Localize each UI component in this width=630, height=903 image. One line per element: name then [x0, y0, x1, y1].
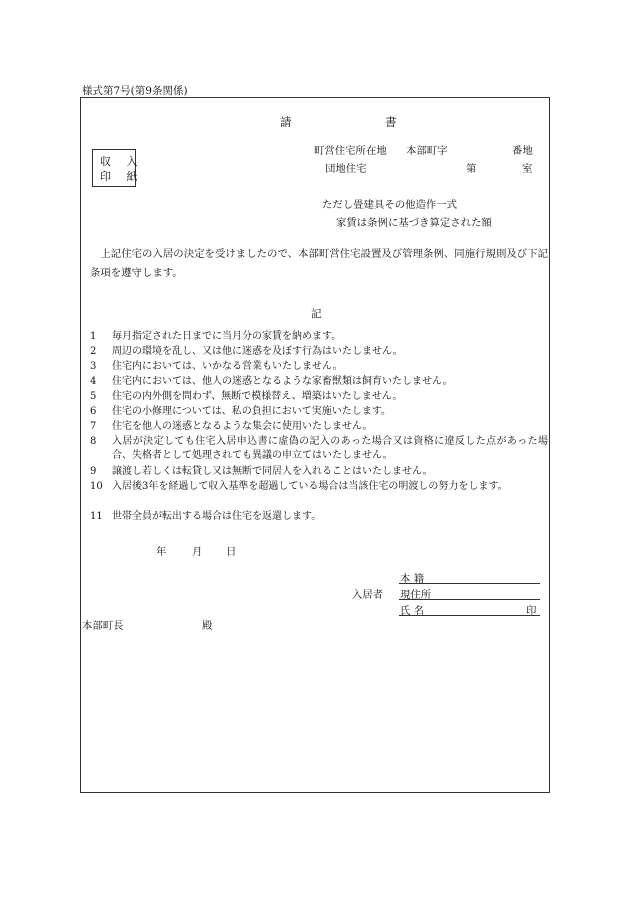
- clause-text: 住宅内においては、他人の迷惑となるような家畜獣類は飼育いたしません。: [112, 376, 453, 387]
- clause-text: 住宅の内外側を問わず、無断で模様替え、増築はいたしません。: [112, 391, 403, 402]
- addressee-honorific: 殿: [202, 620, 213, 632]
- location-label: 町営住宅所在地: [314, 145, 387, 157]
- date-month: 月: [192, 546, 203, 558]
- note-line1: ただし畳建具その他造作一式: [322, 199, 458, 211]
- clause-number: 5: [90, 391, 97, 402]
- banchi-label: 番地: [512, 145, 533, 157]
- clause-text: 住宅内においては、いかなる営業もいたしません。: [112, 361, 343, 372]
- shimei-label: 氏 名: [400, 605, 425, 617]
- seal-mark-label: 印: [526, 605, 537, 617]
- clause-text: 入居後3年を経過して収入基準を超過している場合は当該住宅の明渡しの努力をします。: [112, 481, 508, 492]
- clause-number: 2: [90, 346, 97, 357]
- clause-text: 住宅を他人の迷惑となるような集会に使用いたしません。: [112, 421, 373, 432]
- date-day: 日: [226, 546, 237, 558]
- town-label: 本部町字: [406, 145, 448, 157]
- clause-number: 10: [90, 481, 103, 492]
- clause-number: 1: [90, 331, 97, 342]
- document-title-part2: 書: [385, 115, 397, 129]
- clause-number: 7: [90, 421, 97, 432]
- danchi-label: 団地住宅: [325, 163, 367, 175]
- note-line2: 家賃は条例に基づき算定された額: [336, 217, 492, 229]
- clause-number: 6: [90, 406, 97, 417]
- declaration-paragraph: 上記住宅の入居の決定を受けましたので、本部町営住宅設置及び管理条例、同施行規則及び下記条項を遵守します。: [90, 248, 548, 279]
- clause-number: 9: [90, 466, 97, 477]
- document-title-part1: 請: [280, 115, 292, 129]
- clause-number: 4: [90, 376, 97, 387]
- dai-label: 第: [466, 163, 477, 175]
- ki-heading: 記: [311, 308, 322, 320]
- form-number-label: 様式第7号(第9条関係): [82, 85, 188, 97]
- stamp-label-line1: 収 入: [100, 155, 144, 168]
- clause-number: 11: [90, 511, 103, 522]
- date-year: 年: [156, 546, 167, 558]
- clause-text: 住宅の小修理については、私の負担において実施いたします。: [112, 406, 391, 417]
- addressee-name: 本部町長: [82, 620, 124, 632]
- clause-number: 8: [90, 436, 97, 447]
- clause-text: 周辺の環境を乱し、又は他に迷惑を及ぼす行為はいたしません。: [112, 346, 403, 357]
- honseki-label: 本 籍: [400, 573, 425, 585]
- clause-text: 入居が決定しても住宅入居申込書に虚偽の記入のあった場合又は資格に違反した点があった場合、失格者として処理されても異議の申立てはいたしません。: [112, 436, 548, 461]
- clause-text: 世帯全員が転出する場合は住宅を返還します。: [112, 511, 322, 522]
- stamp-label-line2: 印 紙: [100, 170, 144, 183]
- shitsu-label: 室: [522, 163, 533, 175]
- nyukyosha-label: 入居者: [352, 589, 384, 601]
- genjusho-label: 現住所: [400, 589, 432, 601]
- clause-text: 譲渡し若しくは転貸し又は無断で同居人を入れることはいたしません。: [112, 466, 433, 477]
- clause-text: 毎月指定された日までに当月分の家賃を納めます。: [112, 331, 342, 342]
- clause-number: 3: [90, 361, 97, 372]
